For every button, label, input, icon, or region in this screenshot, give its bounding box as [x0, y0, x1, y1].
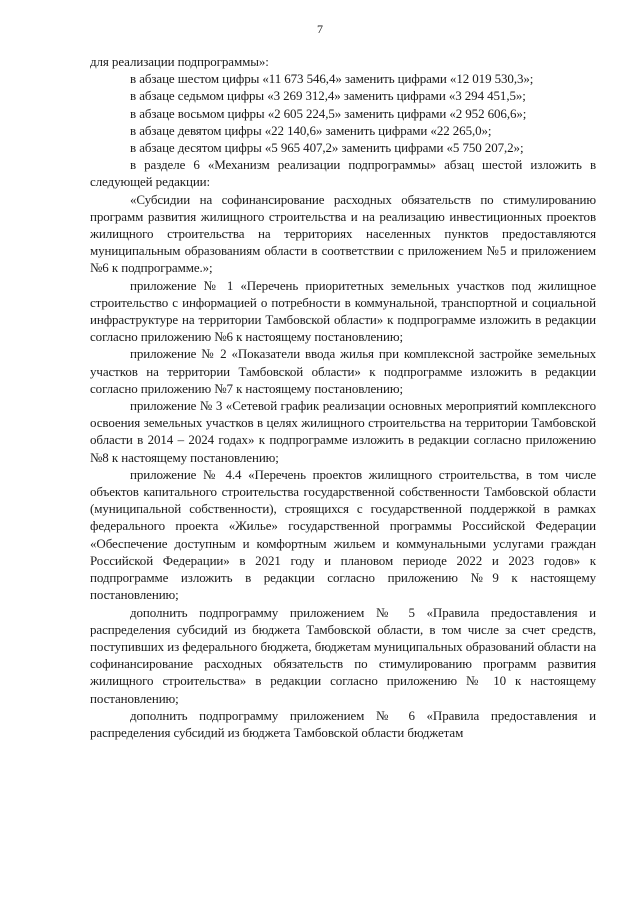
paragraph: дополнить подпрограмму приложением № 6 «Правила предоставления и распределения субсидий из бюджета Тамбовской области бюджетам: [90, 707, 596, 740]
paragraph: для реализации подпрограммы»:: [90, 54, 269, 69]
paragraph: «Субсидии на софинансирование расходных обязательств по стимулированию программ развития жилищного строительства и на реализацию инвестиционных проектов жилищного строительства на территориях населенных пунктов предоставляются муниципальным образованиям области в соответствии с приложением №5 и приложением №6 к подпрограмме.»;: [90, 191, 596, 276]
paragraph: в абзаце седьмом цифры «3 269 312,4» заменить цифрами «3 294 451,5»;: [130, 88, 526, 104]
paragraph: в абзаце шестом цифры «11 673 546,4» заменить цифрами «12 019 530,3»;: [130, 71, 534, 87]
paragraph: в абзаце десятом цифры «5 965 407,2» заменить цифрами «5 750 207,2»;: [130, 140, 524, 156]
paragraph: в разделе 6 «Механизм реализации подпрограммы» абзац шестой изложить в следующей редакции:: [90, 157, 596, 190]
paragraph: приложение № 3 «Сетевой график реализации основных мероприятий комплексного освоения земельных участков в целях жилищного строительства на территории Тамбовской области в 2014 – 2024 годах» к подпрограмме изложить в редакции согласно приложению №8 к настоящему постановлению;: [90, 398, 596, 465]
paragraph: в абзаце восьмом цифры «2 605 224,5» заменить цифрами «2 952 606,6»;: [130, 105, 527, 121]
paragraph: в абзаце девятом цифры «22 140,6» заменить цифрами «22 265,0»;: [130, 122, 492, 138]
paragraph: приложение № 2 «Показатели ввода жилья при комплексной застройке земельных участков на территории Тамбовской области» к подпрограмме изложить в редакции согласно приложению №7 к настоящему постановлению;: [90, 346, 596, 396]
paragraph: дополнить подпрограмму приложением № 5 «Правила предоставления и распределения субсидий из бюджета Тамбовской области, в том числе за счет средств, поступивших из федерального бюджета, бюджетам муниципальных образований области на софинансирование расходных обязательств по стимулированию программ развития жилищного строительства» в редакции согласно приложению № 10 к настоящему постановлению;: [90, 604, 596, 706]
paragraph: приложение № 1 «Перечень приоритетных земельных участков под жилищное строительство с информацией о потребности в коммунальной, транспортной и социальной инфраструктуре на территории Тамбовской области» к подпрограмме изложить в редакции согласно приложению №6 к настоящему постановлению;: [90, 277, 596, 345]
paragraph: приложение № 4.4 «Перечень проектов жилищного строительства, в том числе объектов капитального строительства государственной собственности Тамбовской области (муниципальной собственности), строящихся с государственной поддержкой в рамках федерального проекта «Жилье» государственной программы Российской Федерации «Обеспечение доступным и комфортным жильем и коммунальными услугами граждан Российской Федерации» в 2021 году и плановом периоде 2022 и 2023 годов» к подпрограмме изложить в редакции согласно приложению №9 к настоящему постановлению;: [90, 466, 596, 603]
document-body: [90, 53, 596, 741]
page-number: 7: [317, 22, 323, 36]
